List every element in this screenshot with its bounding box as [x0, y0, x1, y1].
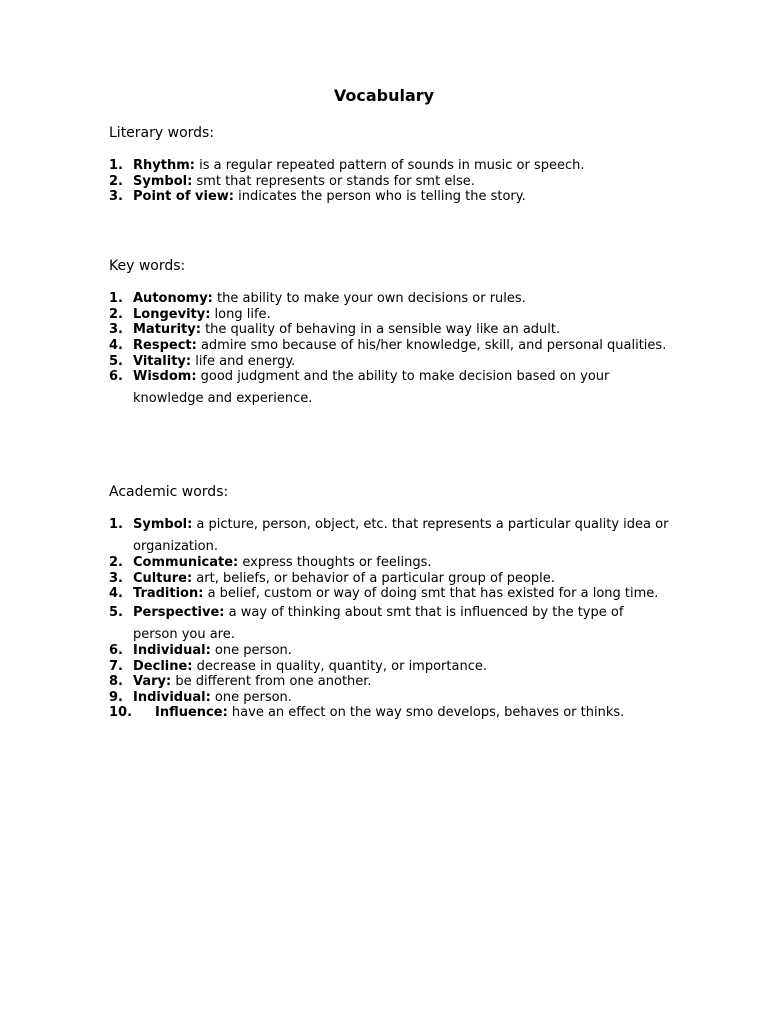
item-number: 3. — [109, 322, 123, 337]
item-term: Point of view: — [133, 189, 234, 204]
list-item — [109, 366, 669, 410]
item-number: 1. — [109, 158, 123, 173]
item-number: 1. — [109, 517, 123, 532]
item-term: Respect: — [133, 337, 197, 353]
list-item — [109, 674, 669, 690]
list-item — [109, 643, 669, 659]
item-definition: be different from one another. — [171, 674, 372, 689]
item-number: 6. — [109, 369, 123, 384]
vocabulary-list — [109, 291, 669, 410]
section-key-words — [109, 257, 669, 407]
item-definition: is a regular repeated pattern of sounds in music or speech. — [194, 158, 585, 173]
item-term: Autonomy: — [133, 291, 213, 306]
item-term: Symbol: — [133, 173, 193, 189]
item-definition: decrease in quality, quantity, or importance. — [192, 658, 487, 674]
item-number: 10. — [109, 705, 133, 720]
item-term: Vary: — [133, 674, 172, 689]
item-number: 4. — [109, 586, 123, 601]
item-term: Individual: — [133, 689, 211, 705]
item-number: 9. — [109, 689, 123, 705]
page-title: Vocabulary — [333, 86, 435, 105]
list-item — [109, 702, 669, 724]
item-term: Rhythm: — [133, 158, 195, 173]
item-term: Longevity: — [133, 306, 211, 322]
item-term: Perspective: — [133, 605, 225, 620]
item-number: 7. — [109, 658, 123, 674]
item-definition: a way of thinking about smt that is influenced by the type of person you are. — [133, 605, 624, 642]
section-academic-words — [109, 483, 669, 721]
item-number: 3. — [109, 570, 123, 586]
list-item — [109, 158, 669, 174]
section-heading: Academic words: — [109, 484, 229, 500]
list-item — [109, 514, 669, 558]
item-number: 3. — [109, 189, 123, 204]
item-definition: long life. — [210, 306, 271, 322]
item-number: 5. — [109, 605, 123, 620]
item-number: 6. — [109, 643, 123, 658]
item-term: Influence: — [155, 705, 228, 720]
item-term: Symbol: — [133, 517, 193, 532]
item-definition: the quality of behaving in a sensible way like an adult. — [200, 322, 561, 337]
item-definition: express thoughts or feelings. — [238, 555, 432, 570]
item-number: 2. — [109, 173, 123, 189]
list-item — [109, 189, 669, 205]
item-term: Culture: — [133, 570, 193, 586]
item-definition: a picture, person, object, etc. that represents a particular quality idea or organization. — [133, 517, 669, 554]
list-item — [109, 659, 669, 675]
item-definition: good judgment and the ability to make decision based on your knowledge and experience. — [133, 369, 610, 406]
item-definition: indicates the person who is telling the story. — [233, 189, 526, 204]
item-term: Decline: — [133, 658, 193, 674]
section-heading: Literary words: — [109, 125, 215, 141]
list-item — [109, 291, 669, 307]
item-term: Wisdom: — [133, 369, 197, 384]
item-definition: a belief, custom or way of doing smt that has existed for a long time. — [203, 586, 659, 601]
item-term: Communicate: — [133, 555, 239, 570]
item-definition: art, beliefs, or behavior of a particular group of people. — [192, 570, 555, 586]
list-item — [109, 602, 669, 646]
item-definition: one person. — [210, 643, 292, 658]
item-number: 1. — [109, 291, 123, 306]
list-item — [109, 174, 669, 190]
item-definition: life and energy. — [191, 353, 296, 369]
item-number: 8. — [109, 674, 123, 689]
list-item — [109, 307, 669, 323]
item-term: Tradition: — [133, 586, 204, 601]
item-term: Vitality: — [133, 353, 192, 369]
vocabulary-list — [109, 158, 669, 205]
item-number: 2. — [109, 306, 123, 322]
list-item — [109, 555, 669, 571]
item-definition: admire smo because of his/her knowledge, skill, and personal qualities. — [196, 337, 667, 353]
item-number: 2. — [109, 555, 123, 570]
item-term: Maturity: — [133, 322, 201, 337]
item-number: 4. — [109, 337, 123, 353]
item-definition: one person. — [210, 689, 292, 705]
vocabulary-list — [109, 514, 669, 724]
section-literary-words — [109, 124, 669, 205]
item-term: Individual: — [133, 643, 211, 658]
section-heading: Key words: — [109, 258, 186, 274]
item-definition: the ability to make your own decisions or rules. — [212, 291, 526, 306]
item-definition: smt that represents or stands for smt else. — [192, 173, 475, 189]
item-number: 5. — [109, 353, 123, 369]
item-definition: have an effect on the way smo develops, behaves or thinks. — [227, 705, 625, 720]
